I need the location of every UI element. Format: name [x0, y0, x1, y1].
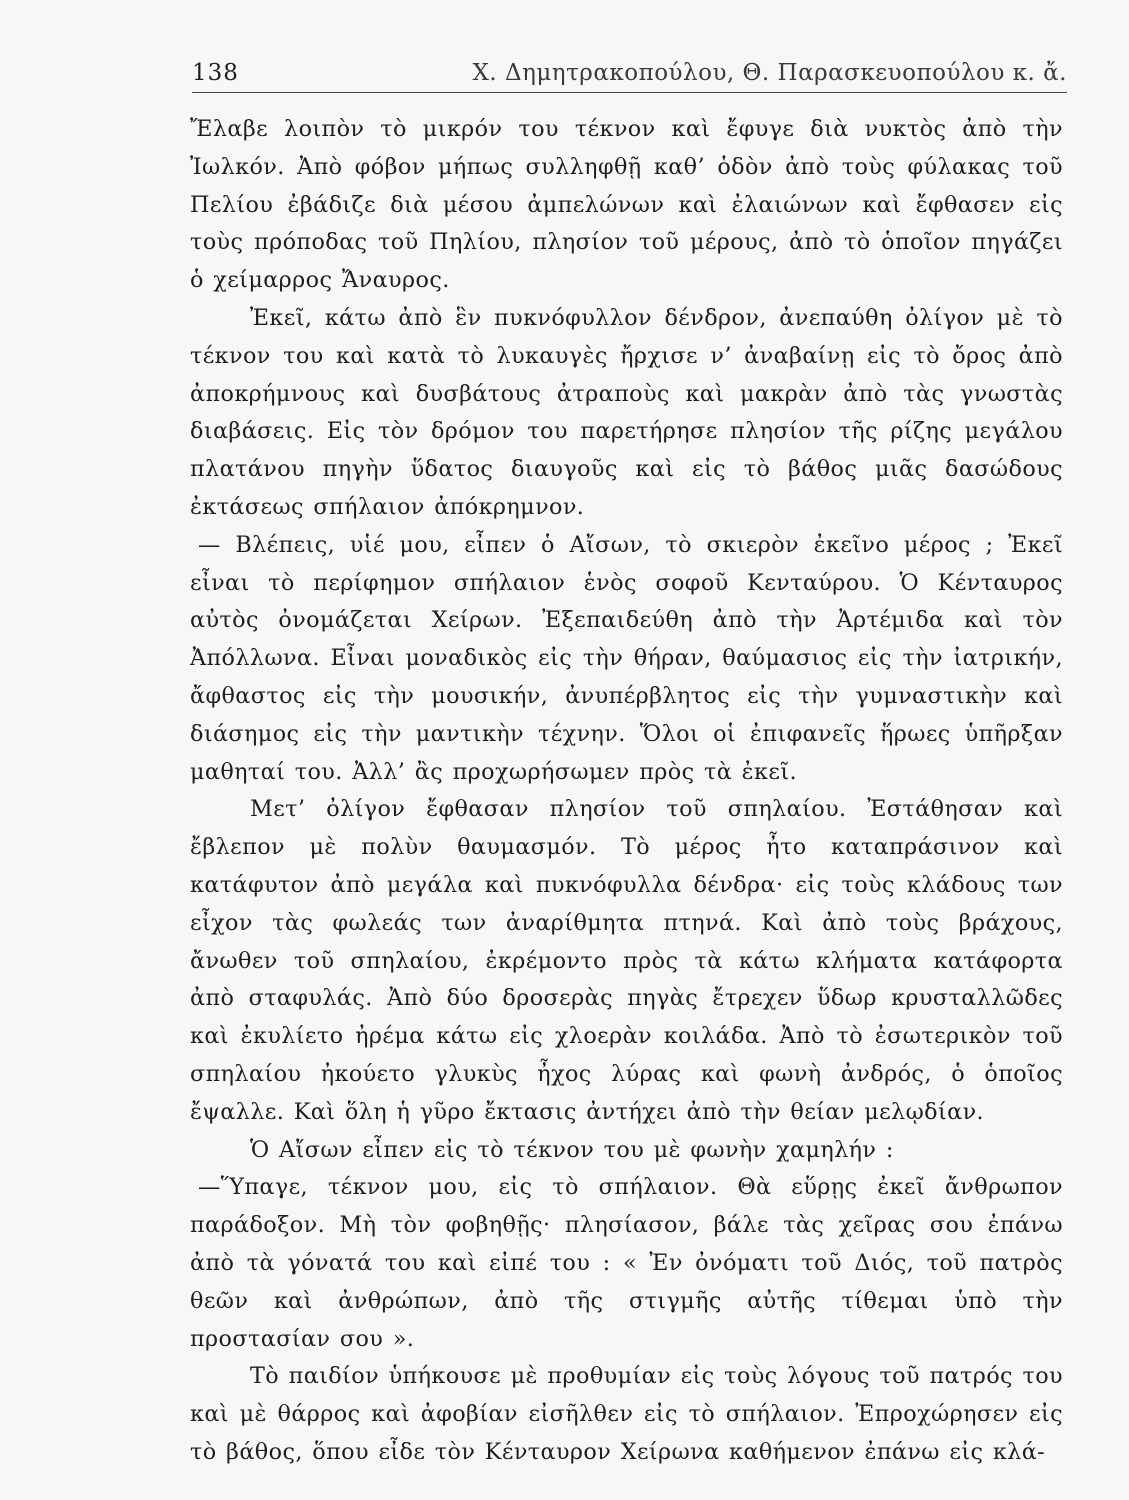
paragraph: Ὁ Αἴσων εἶπεν εἰς τὸ τέκνον του μὲ φωνὴν χαμηλήν : — [250, 1136, 894, 1163]
body-text — [190, 111, 1063, 1472]
paragraph: Τὸ παιδίον ὑπήκουσε μὲ προθυμίαν εἰς τοὺς λόγους τοῦ πατρός του καὶ μὲ θάρρος καὶ ἀφοβίαν εἰσῆλθεν εἰς τὸ σπήλαιον. Ἐπροχώρησεν εἰς τὸ βάθος, ὅπου εἶδε τὸν Κένταυρον Χείρωνα καθήμενον ἐπάνω εἰς κλά- — [190, 1363, 1063, 1465]
paragraph: Ἐκεῖ, κάτω ἀπὸ ἓν πυκνόφυλλον δένδρον, ἀνεπαύθη ὀλίγον μὲ τὸ τέκνον του καὶ κατὰ τὸ λυκαυγὲς ἤρχισε ν’ ἀναβαίνῃ εἰς τὸ ὄρος ἀπὸ ἀποκρήμνους καὶ δυσβάτους ἀτραποὺς καὶ μακρὰν ἀπὸ τὰς γνωστὰς διαβάσεις. Εἰς τὸν δρόμον του παρετήρησε πλησίον τῆς ρίζης μεγάλου πλατάνου πηγὴν ὕδατος διαυγοῦς καὶ εἰς τὸ βάθος μιᾶς δασώδους ἐκτάσεως σπήλαιον ἀπόκρημνον. — [190, 304, 1063, 520]
running-header — [192, 58, 1067, 93]
paragraph: Μετ’ ὀλίγον ἔφθασαν πλησίον τοῦ σπηλαίου. Ἐστάθησαν καὶ ἔβλεπον μὲ πολὺν θαυμασμόν. Τὸ μέρος ἦτο καταπράσινον καὶ κατάφυτον ἀπὸ μεγάλα καὶ πυκνόφυλλα δένδρα· εἰς τοὺς κλάδους των εἶχον τὰς φωλεάς των ἀναρίθμητα πτηνά. Καὶ ἀπὸ τοὺς βράχους, ἄνωθεν τοῦ σπηλαίου, ἐκρέμοντο πρὸς τὰ κάτω κλήματα κατάφορτα ἀπὸ σταφυλάς. Ἀπὸ δύο δροσερὰς πηγὰς ἔτρεχεν ὕδωρ κρυσταλλῶδες καὶ ἐκυλίετο ἠρέμα κάτω εἰς χλοερὰν κοιλάδα. Ἀπὸ τὸ ἐσωτερικὸν τοῦ σπηλαίου ἠκούετο γλυκὺς ἦχος λύρας καὶ φωνὴ ἀνδρός, ὁ ὁποῖος ἔψαλλε. Καὶ ὅλη ἡ γῦρο ἔκτασις ἀντήχει ἀπὸ τὴν θείαν μελῳδίαν. — [190, 796, 1063, 1125]
page-number: 138 — [192, 60, 239, 86]
paragraph: —Ὕπαγε, τέκνον μου, εἰς τὸ σπήλαιον. Θὰ εὕρῃς ἐκεῖ ἄνθρωπον παράδοξον. Μὴ τὸν φοβηθῇς· πλησίασον, βάλε τὰς χεῖρας σου ἐπάνω ἀπὸ τὰ γόνατά του καὶ εἰπέ του : « Ἐν ὀνόματι τοῦ Διός, τοῦ πατρὸς θεῶν καὶ ἀνθρώπων, ἀπὸ τῆς στιγμῆς αὐτῆς τίθεμαι ὑπὸ τὴν προστασίαν σου ». — [190, 1174, 1063, 1352]
running-title: Χ. Δημητρακοπούλου, Θ. Παρασκευοπούλου κ. ἄ. — [472, 60, 1067, 86]
paragraph: — Βλέπεις, υἱέ μου, εἶπεν ὁ Αἴσων, τὸ σκιερὸν ἐκεῖνο μέρος ; Ἐκεῖ εἶναι τὸ περίφημον σπήλαιον ἑνὸς σοφοῦ Κενταύρου. Ὁ Κένταυρος αὐτὸς ὀνομάζεται Χείρων. Ἐξεπαιδεύθη ἀπὸ τὴν Ἀρτέμιδα καὶ τὸν Ἀπόλλωνα. Εἶναι μοναδικὸς εἰς τὴν θήραν, θαύμασιος εἰς τὴν ἰατρικήν, ἄφθαστος εἰς τὴν μουσικήν, ἀνυπέρβλητος εἰς τὴν γυμναστικὴν καὶ διάσημος εἰς τὴν μαντικὴν τέχνην. Ὅλοι οἱ ἐπιφανεῖς ἥρωες ὑπῆρξαν μαθηταί του. Ἀλλ’ ἂς προχωρήσωμεν πρὸς τὰ ἐκεῖ. — [190, 531, 1063, 785]
paragraph: Ἔλαβε λοιπὸν τὸ μικρόν του τέκνον καὶ ἔφυγε διὰ νυκτὸς ἀπὸ τὴν Ἰωλκόν. Ἀπὸ φόβον μήπως συλληφθῇ καθ’ ὁδὸν ἀπὸ τοὺς φύλακας τοῦ Πελίου ἐβάδιζε διὰ μέσου ἀμπελώνων καὶ ἐλαιώνων καὶ ἔφθασεν εἰς τοὺς πρόποδας τοῦ Πηλίου, πλησίον τοῦ μέρους, ἀπὸ τὸ ὁποῖον πηγάζει ὁ χείμαρρος Ἄναυρος. — [190, 116, 1063, 294]
